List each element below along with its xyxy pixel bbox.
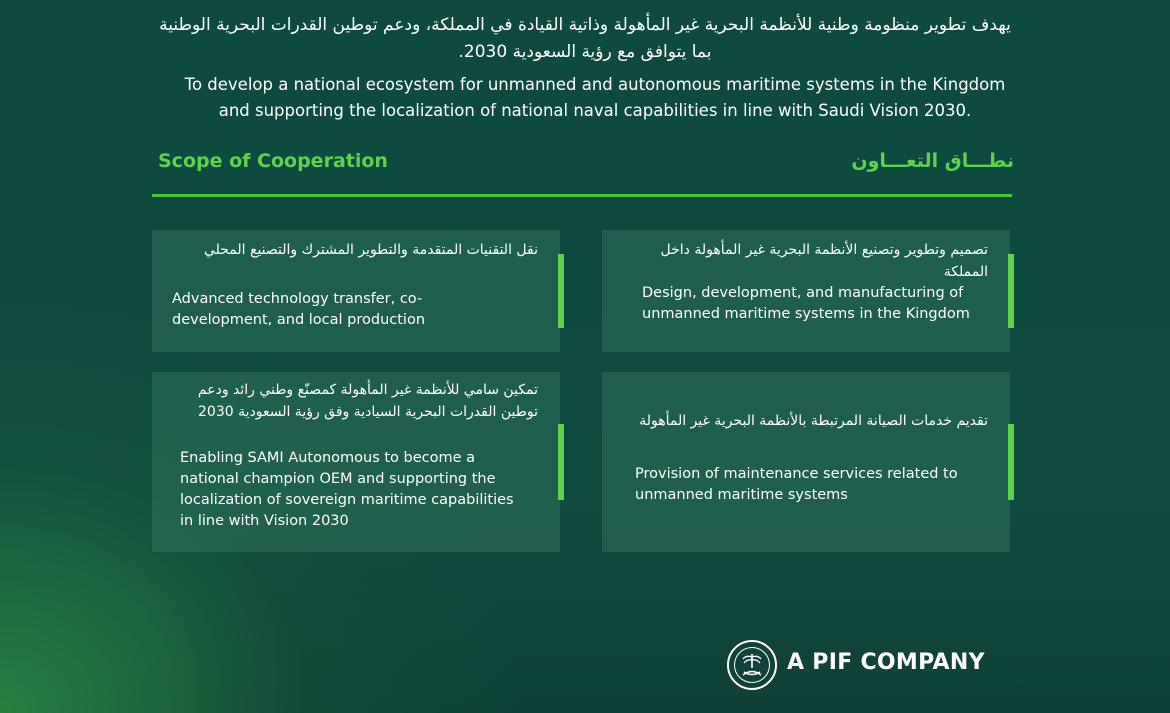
pif-emblem-icon: [727, 640, 777, 690]
company-tagline: A PIF COMPANY: [787, 650, 985, 675]
intro-english-line1: To develop a national ecosystem for unmanned and autonomous maritime systems in the Kingdom: [184, 75, 1006, 94]
card-arabic-text: تقديم خدمات الصيانة المرتبطة بالأنظمة البحرية غير المأهولة: [639, 413, 988, 429]
intro-arabic: يهدف تطوير منظومة وطنية للأنظمة البحرية غير المأهولة وذاتية القيادة في المملكة، ودعم توطين القدرات البحرية الوطنية بما يتوافق مع رؤية السعودية 2030.: [159, 15, 1011, 62]
intro-english-line2: and supporting the localization of national naval capabilities in line with Saudi Vision 2030.: [218, 101, 972, 120]
scope-title-english: Scope of Cooperation: [158, 150, 388, 172]
card-accent-bar: [558, 254, 564, 328]
scope-card-sami-champion: [152, 372, 560, 552]
card-accent-bar: [1008, 424, 1014, 500]
card-arabic-text: تصميم وتطوير وتصنيع الأنظمة البحرية غير المأهولة داخل المملكة: [660, 242, 988, 280]
card-english-text: Provision of maintenance services related to unmanned maritime systems: [635, 466, 958, 503]
card-accent-bar: [558, 424, 564, 500]
card-arabic-text: نقل التقنيات المتقدمة والتطوير المشترك والتصنيع المحلي: [203, 242, 538, 258]
palm-swords-icon: [735, 648, 769, 682]
card-accent-bar: [1008, 254, 1014, 328]
scope-card-design: [602, 230, 1010, 352]
scope-divider: [152, 194, 1012, 197]
scope-title-arabic: نطـــاق التعـــاون: [851, 150, 1014, 172]
scope-card-maintenance: [602, 372, 1010, 552]
card-english-text: Design, development, and manufacturing of unmanned maritime systems in the Kingdom: [642, 285, 970, 322]
card-english-text: Enabling SAMI Autonomous to become a national champion OEM and supporting the localization of sovereign maritime capabilities in line with Vision 2030: [180, 450, 514, 529]
scope-card-technology-transfer: [152, 230, 560, 352]
card-english-text: Advanced technology transfer, co-development, and local production: [172, 291, 426, 328]
card-arabic-text: تمكين سامي للأنظمة غير المأهولة كمصنّع وطني رائد ودعم توطين القدرات البحرية السيادية وفق رؤية السعودية 2030: [197, 382, 538, 420]
intro-english: [150, 72, 1040, 124]
